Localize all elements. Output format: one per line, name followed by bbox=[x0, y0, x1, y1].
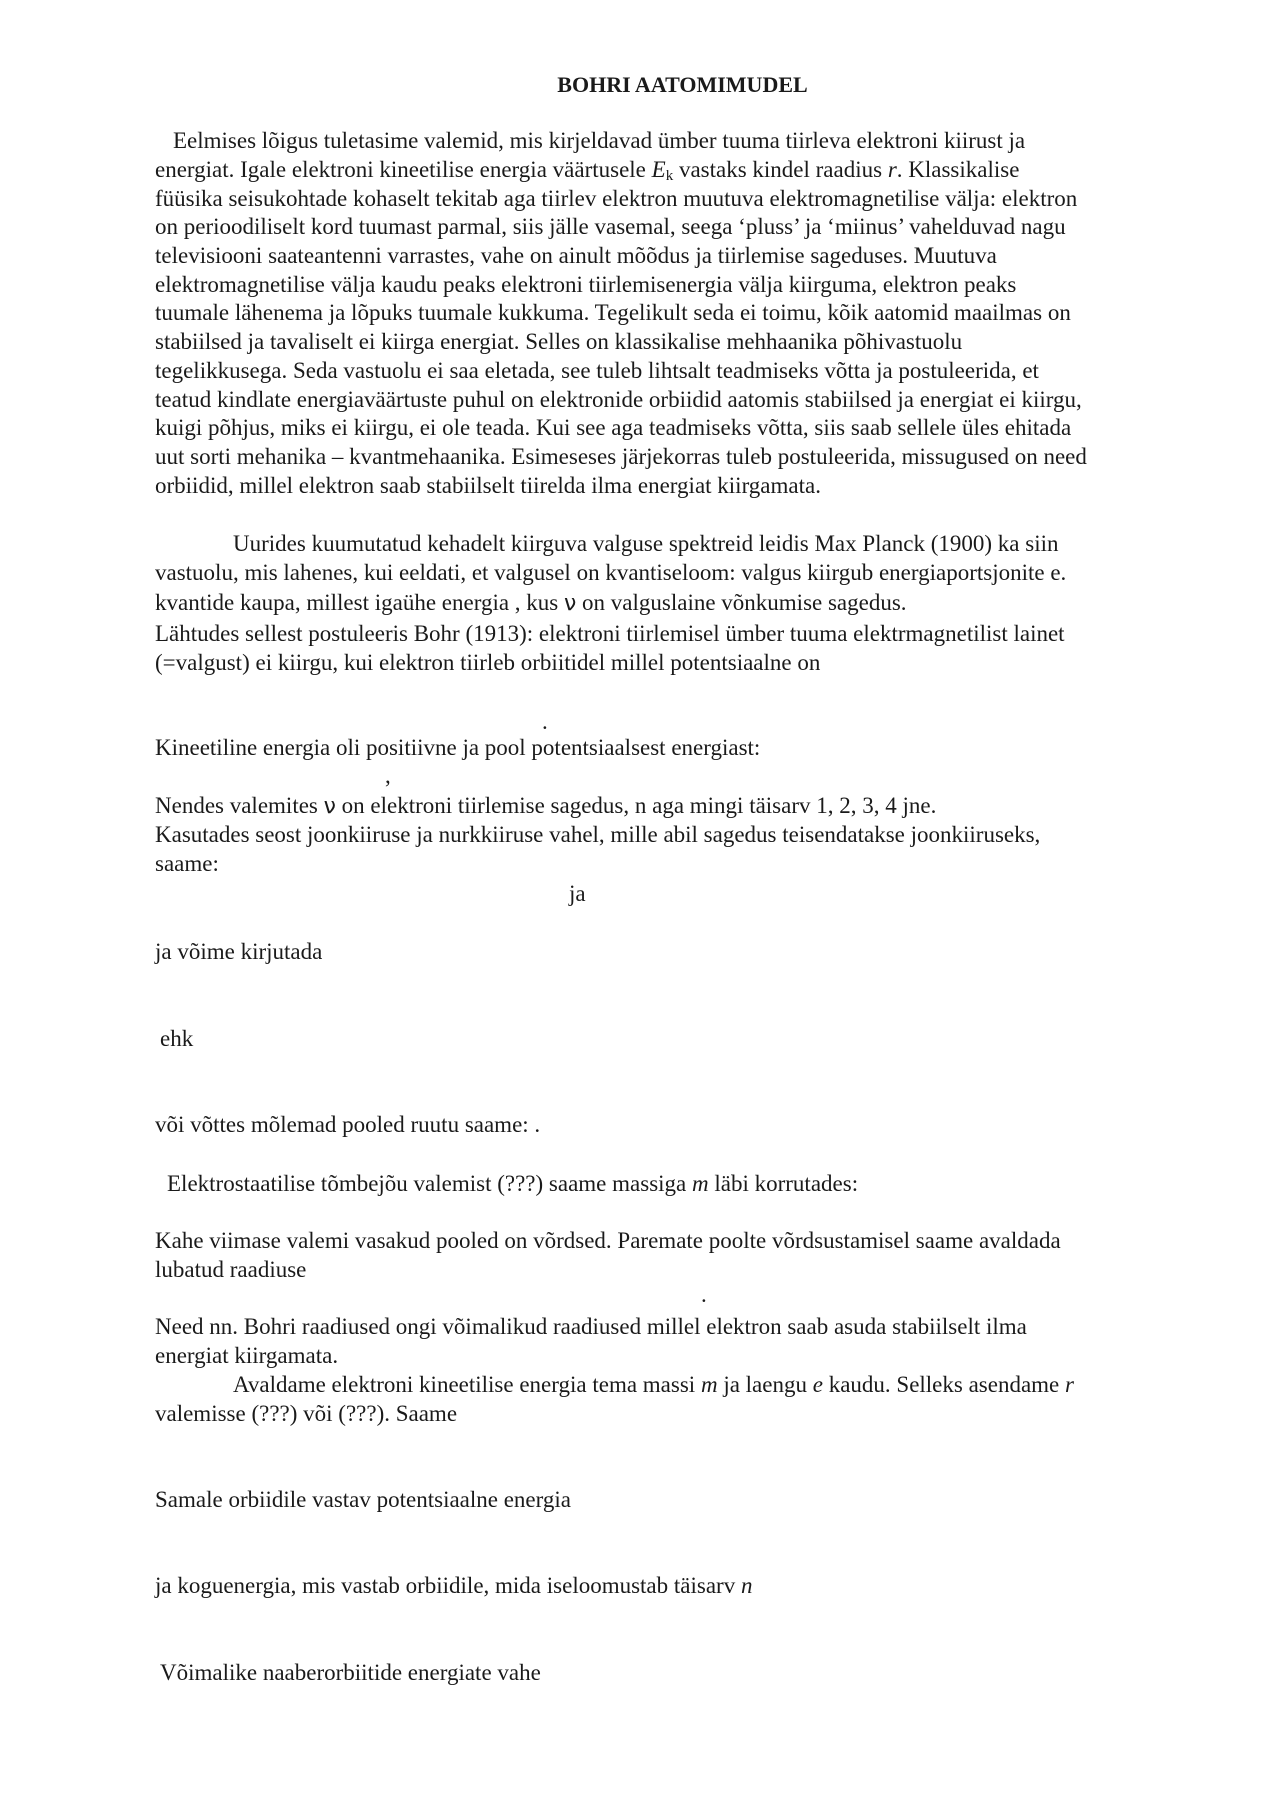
ja-voime-line: ja võime kirjutada bbox=[155, 939, 323, 964]
need-line1: Need nn. Bohri raadiused ongi võimalikud raadiused millel elektron saab asuda stabiilselt ilma bbox=[155, 1314, 1027, 1339]
avaldame-line1: Avaldame elektroni kineetilise energia tema massi m ja laengu e kaudu. Selleks asendame r bbox=[233, 1372, 1074, 1397]
formula-dot-2: . bbox=[701, 1282, 707, 1307]
ehk-line: ehk bbox=[160, 1026, 194, 1051]
para1-line1: Eelmises lõigus tuletasime valemid, mis kirjeldavad ümber tuuma tiirleva elektroni kiirust ja bbox=[173, 128, 1026, 153]
para1-line6: elektromagnetilise välja kaudu peaks elektroni tiirlemisenergia välja kiirguma, elektron peaks bbox=[155, 272, 1017, 297]
para1-line5: televisiooni saateantenni varrastes, vahe on ainult mõõdus ja tiirlemise sageduses. Muutuva bbox=[155, 243, 997, 268]
kinetic-line: Kineetiline energia oli positiivne ja pool potentsiaalsest energiast: bbox=[155, 735, 761, 760]
formula-ja: ja bbox=[569, 881, 586, 906]
voimalike-line: Võimalike naaberorbiitide energiate vahe bbox=[160, 1660, 541, 1685]
need-line2: energiat kiirgamata. bbox=[155, 1343, 339, 1368]
para1-line10: teatud kindlate energiaväärtuste puhul on elektronide orbiidid aatomis stabiilsed ja energiat ei kiirgu, bbox=[155, 387, 1082, 412]
para1-line8: stabiilsed ja tavaliselt ei kiirga energiat. Selles on klassikalise mehhaanika põhivastuolu bbox=[155, 329, 963, 354]
elektrostaatilise-line: Elektrostaatilise tõmbejõu valemist (???) saame massiga m läbi korrutades: bbox=[167, 1171, 859, 1196]
kasutades-line2: saame: bbox=[155, 851, 219, 876]
koguenergia-line: ja koguenergia, mis vastab orbiidile, mida iseloomustab täisarv n bbox=[155, 1573, 753, 1598]
para2-line2: vastuolu, mis lahenes, kui eeldati, et valgusel on kvantiseloom: valgus kiirgub energiaportsjonite e. bbox=[155, 560, 1067, 585]
formula-dot-1: . bbox=[542, 709, 548, 734]
para1-line11: kuigi põhjus, miks ei kiirgu, ei ole teada. Kui see aga teadmiseks võtta, siis saab sellele üles ehitada bbox=[155, 415, 1072, 440]
para1-line7: tuumale lähenema ja lõpuks tuumale kukkuma. Tegelikult seda ei toimu, kõik aatomid maailmas on bbox=[155, 300, 1071, 325]
voi-vottes-line: või võttes mõlemad pooled ruutu saame: . bbox=[155, 1112, 541, 1137]
para2-line4: Lähtudes sellest postuleeris Bohr (1913): elektroni tiirlemisel ümber tuuma elektrmagnetilist lainet bbox=[155, 621, 1065, 646]
para2-line5: (=valgust) ei kiirgu, kui elektron tiirleb orbiitidel millel potentsiaalne on bbox=[155, 650, 821, 675]
para1-line9: tegelikkusega. Seda vastuolu ei saa eletada, see tuleb lihtsalt teadmiseks võtta ja postuleerida, et bbox=[155, 358, 1039, 383]
kahe-line2: lubatud raadiuse bbox=[155, 1257, 307, 1282]
formula-comma-1: , bbox=[385, 763, 391, 788]
para1-line2: energiat. Igale elektroni kineetilise energia väärtusele $E_k$ vastaks kindel raadius r. Klassikalise bbox=[155, 157, 1020, 184]
para1-line4: on perioodiliselt kord tuumast parmal, siis jälle vasemal, seega ‘pluss’ ja ‘miinus’ vahelduvad nagu bbox=[155, 214, 1066, 239]
nendes-line: Nendes valemites ν on elektroni tiirlemise sagedus, n aga mingi täisarv 1, 2, 3, 4 jne. bbox=[155, 793, 937, 819]
para1-line13: orbiidid, millel elektron saab stabiilselt tiirelda ilma energiat kiirgamata. bbox=[155, 473, 821, 498]
samale-line: Samale orbiidile vastav potentsiaalne energia bbox=[155, 1487, 571, 1512]
para2-line3: kvantide kaupa, millest igaühe energia , kus ν on valguslaine võnkumise sagedus. bbox=[155, 590, 907, 616]
kahe-line1: Kahe viimase valemi vasakud pooled on võrdsed. Paremate poolte võrdsustamisel saame avaldada bbox=[155, 1228, 1061, 1253]
para2-line1: Uurides kuumutatud kehadelt kiirguva valguse spektreid leidis Max Planck (1900) ka siin bbox=[233, 531, 1059, 556]
para1-line12: uut sorti mehanika – kvantmehaanika. Esimeseses järjekorras tuleb postuleerida, missugused on need bbox=[155, 444, 1087, 469]
para1-line3: füüsika seisukohtade kohaselt tekitab aga tiirlev elektron muutuva elektromagnetilise välja: elektron bbox=[155, 186, 1078, 211]
avaldame-line2: valemisse (???) või (???). Saame bbox=[155, 1401, 458, 1426]
document-title: BOHRI AATOMIMUDEL bbox=[557, 72, 808, 97]
kasutades-line1: Kasutades seost joonkiiruse ja nurkkiiruse vahel, mille abil sagedus teisendatakse joonkiiruseks, bbox=[155, 822, 1041, 847]
